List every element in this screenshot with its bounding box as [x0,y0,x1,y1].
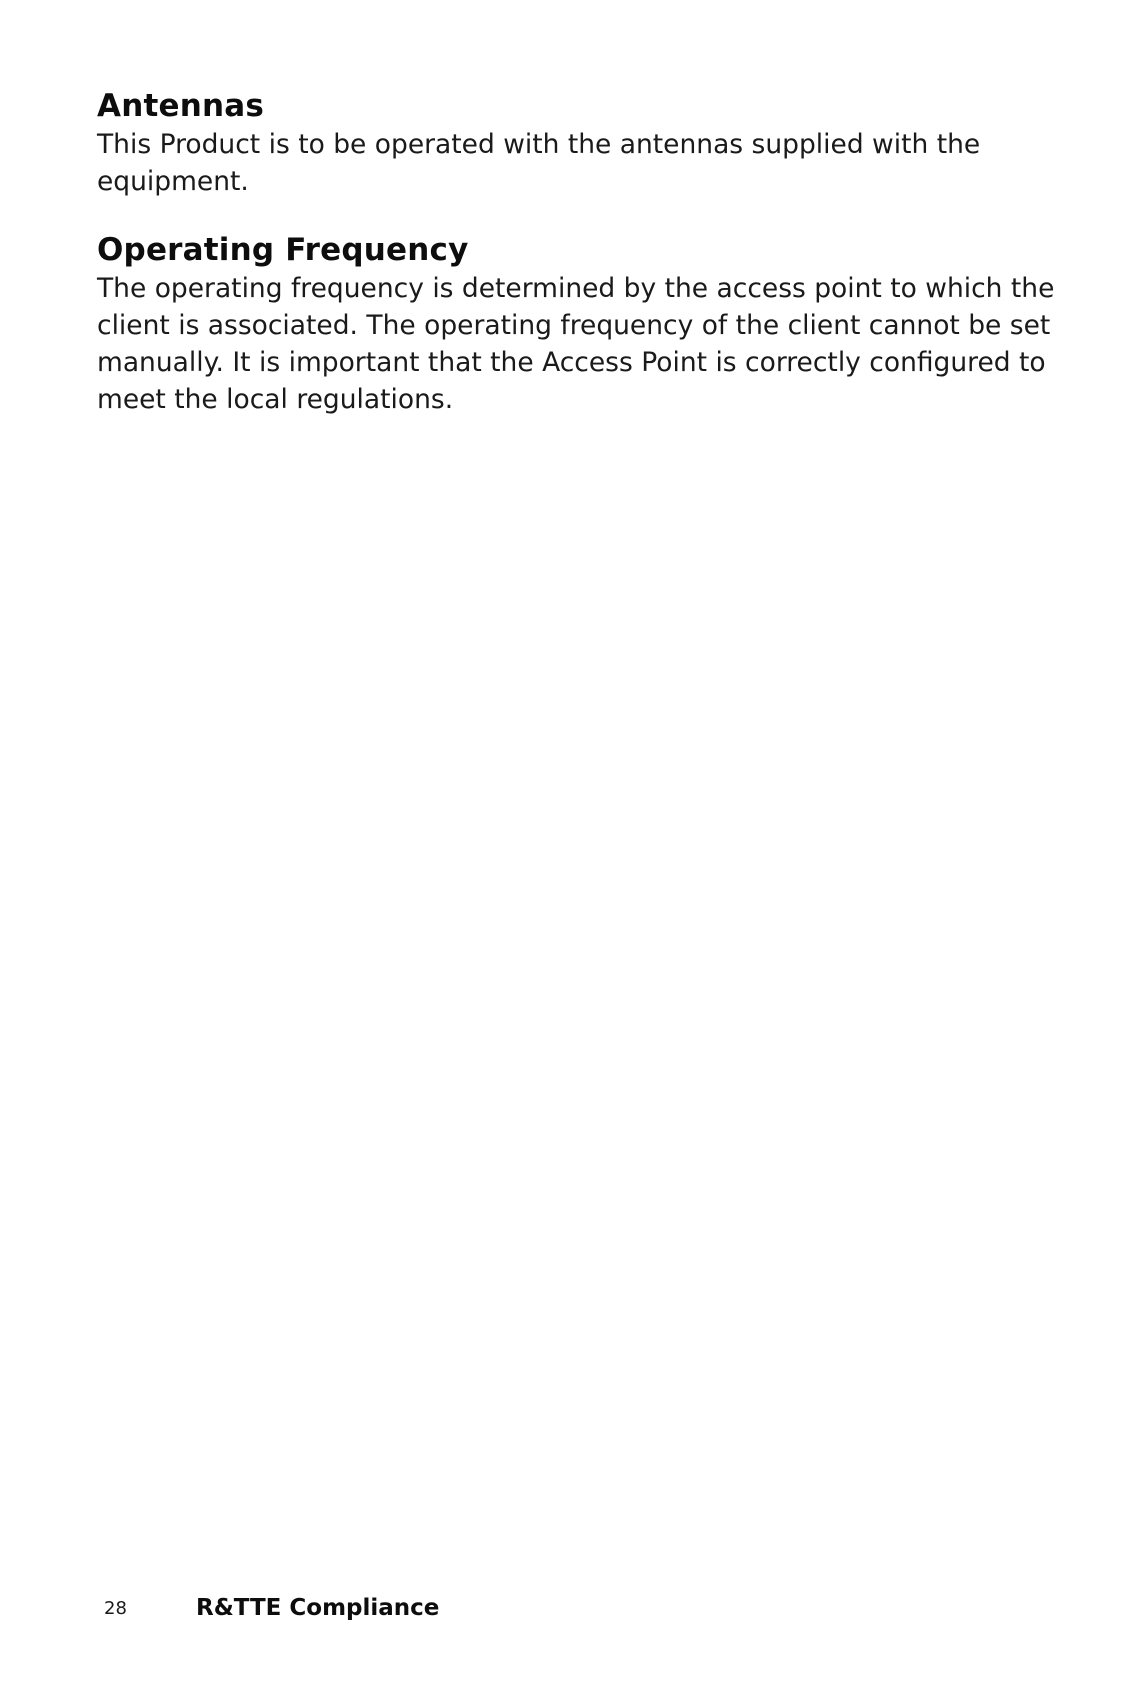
section-body-operating-frequency: The operating frequency is determined by the access point to which the client is associated. The operating frequency of the client cannot be set manually. It is important that the Access Point is correctly configured to meet the local regulations. [97,273,1055,415]
section-antennas [97,86,1057,200]
footer-chapter-title: R&TTE Compliance [196,1595,440,1621]
section-heading-antennas: Antennas [97,88,265,124]
section-body-antennas: This Product is to be operated with the antennas supplied with the equipment. [97,129,981,197]
section-operating-frequency [97,230,1057,418]
section-heading-operating-frequency: Operating Frequency [97,232,469,268]
page-footer [104,1590,439,1626]
page-number: 28 [104,1597,127,1619]
page-content [97,86,1057,418]
